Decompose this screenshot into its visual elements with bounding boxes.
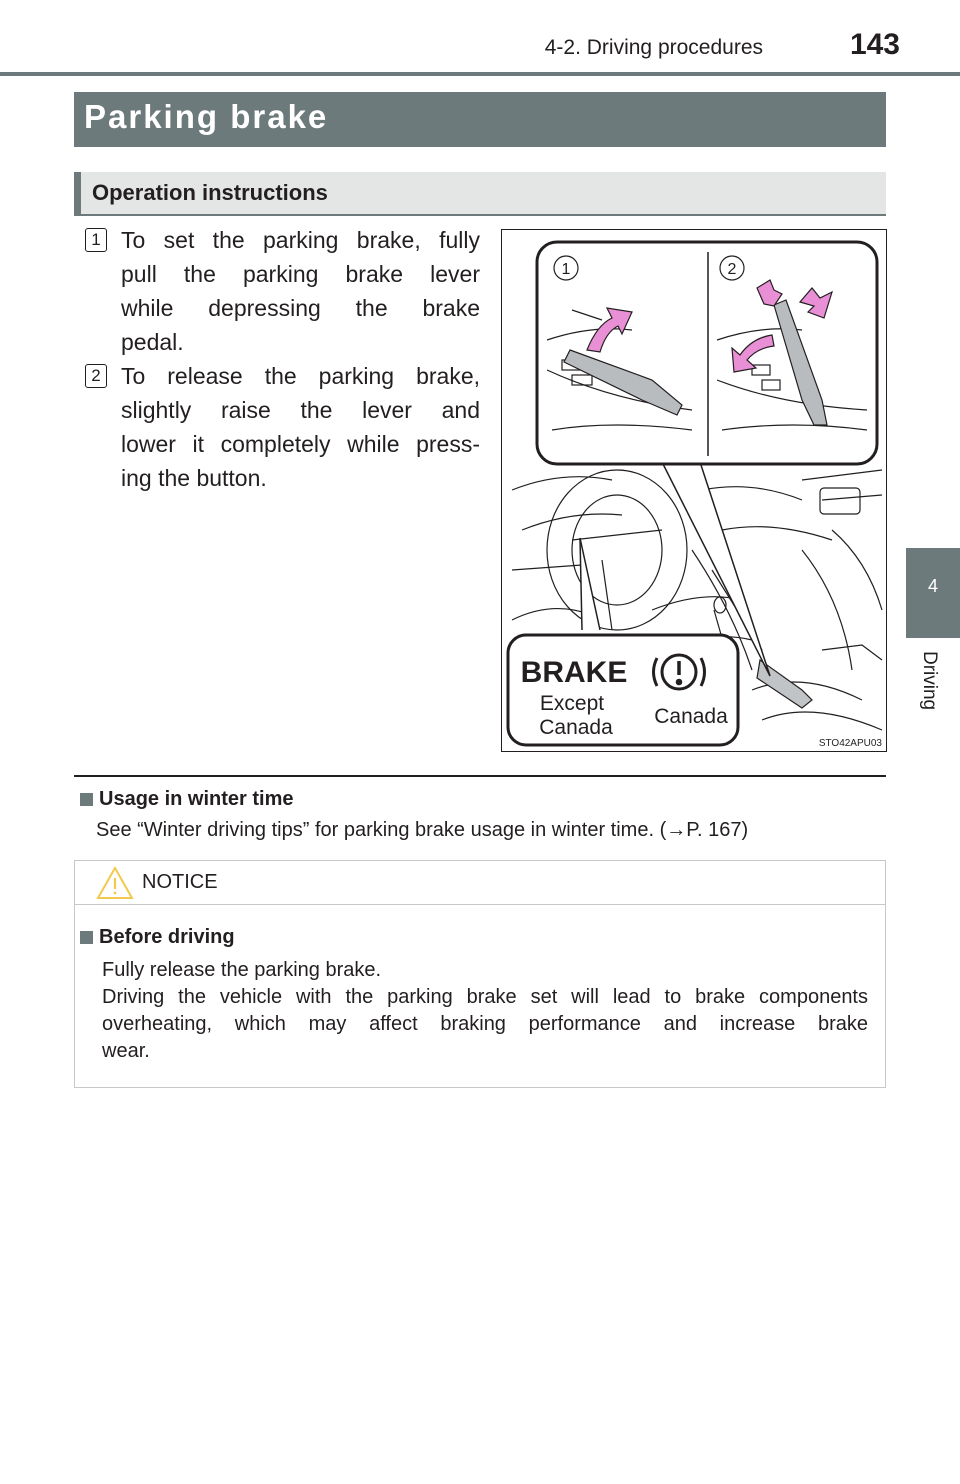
running-header-section: 4-2. Driving procedures [544,36,763,59]
notice-body [102,957,868,1065]
except-label-line2: Canada [539,716,613,739]
notice-line: wear. [102,1040,150,1062]
brake-indicator-text: BRAKE [520,656,628,689]
callout-number-2: 2 [727,261,737,278]
notice-line: overheating, which may affect braking performance and increase brake [102,1013,868,1035]
except-label-line1: Except [539,692,605,715]
chapter-label: Driving [919,651,940,711]
step-2-line: To release the parking brake, [121,363,480,389]
subtitle-marker [74,172,81,214]
notice-title: Before driving [99,926,235,948]
chapter-number: 4 [927,576,938,596]
illustration-code: STO42APU03 [818,738,882,749]
notice-heading [80,926,235,949]
step-2-line: ing the button. [121,465,267,491]
note-body: See “Winter driving tips” for parking brake usage in winter time. (→P. 167) [96,819,749,841]
notice-line: Driving the vehicle with the parking brake set will lead to brake components [102,986,868,1008]
bullet-square-icon [80,931,93,944]
step-1-line: while depressing the brake [121,295,480,321]
subtitle-rule [74,214,886,216]
step-2-line: slightly raise the lever and [121,397,480,423]
step-1-line: pull the parking brake lever [121,261,480,287]
step-number-2: 2 [85,364,107,388]
notice-label: NOTICE [142,871,218,893]
notice-line: Fully release the parking brake. [102,959,382,981]
page-number: 143 [849,28,900,61]
note-heading [80,788,294,811]
section-separator [74,775,886,777]
step-1-line: To set the parking brake, fully [121,227,480,253]
parking-brake-illustration [501,229,887,752]
note-title: Usage in winter time [99,788,294,810]
callout-number-1: 1 [561,261,571,278]
step-1-line: pedal. [121,329,184,355]
page-title: Parking brake [84,98,329,135]
step-number-1: 1 [85,228,107,252]
step-2-line: lower it completely while press- [121,431,480,457]
header-rule [0,72,960,76]
chapter-label-wrap [912,651,942,721]
bullet-square-icon [80,793,93,806]
step-1-text [121,223,480,359]
subtitle: Operation instructions [92,180,328,205]
step-2-text [121,359,480,495]
lever-callout-box [537,242,877,464]
canada-label: Canada [654,705,728,728]
illustration-drawing [502,230,887,752]
warning-triangle-icon [96,866,134,900]
notice-header-rule [74,904,886,905]
